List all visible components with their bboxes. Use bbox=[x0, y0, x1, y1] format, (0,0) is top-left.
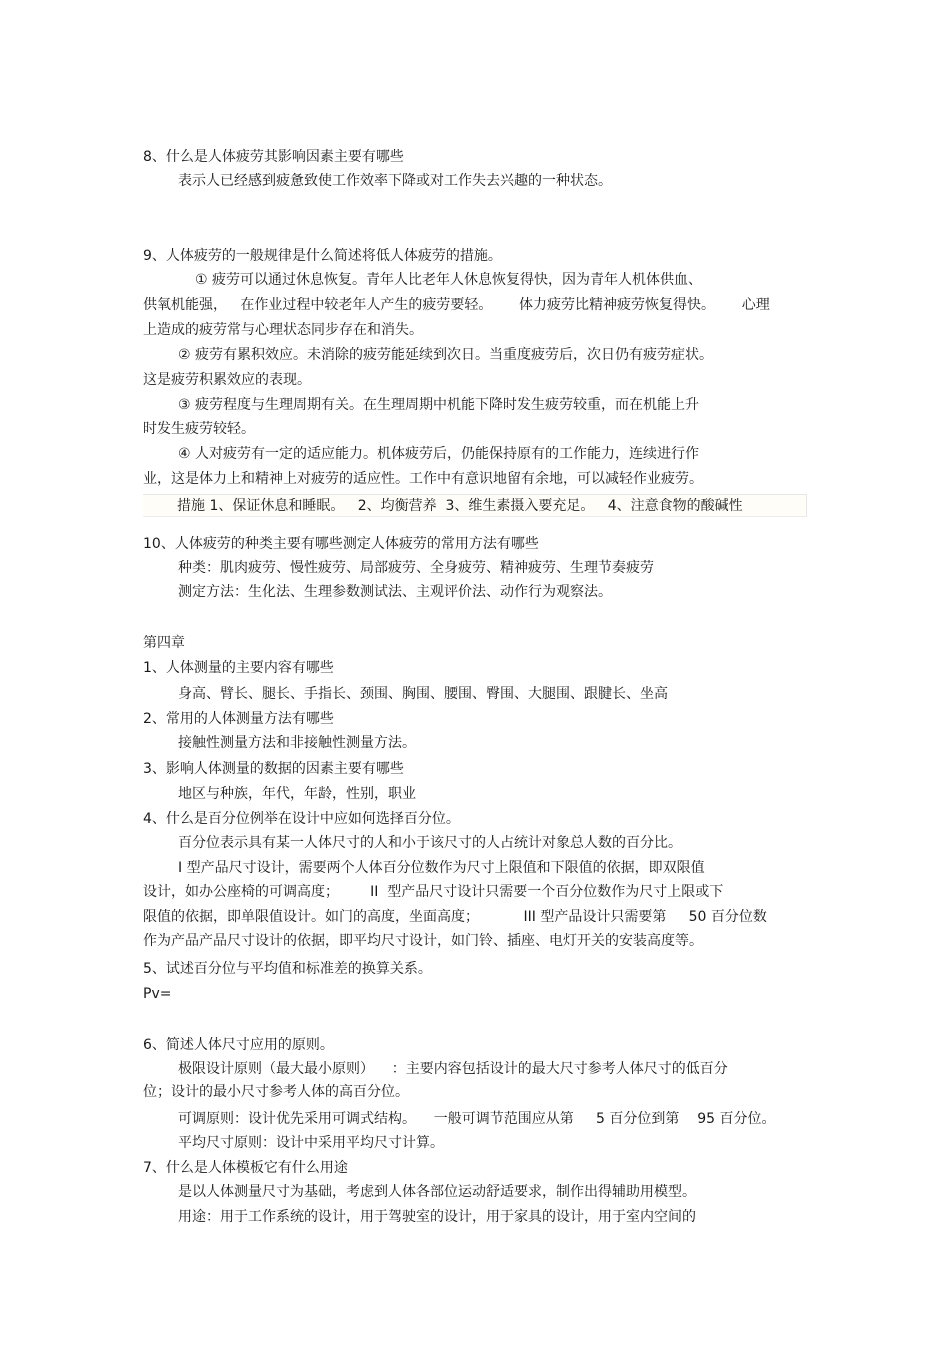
question-9-measures: 措施 1、保证休息和睡眠。 2、均衡营养 3、维生素摄入要充足。 4、注意食物的酸碱性 bbox=[177, 498, 743, 514]
ch4-question-3-title: 3、影响人体测量的数据的因素主要有哪些 bbox=[143, 761, 404, 777]
ch4-question-4-line3: 限值的依据，即单限值设计。如门的高度，坐面高度； III 型产品设计只需要第 50 百分位数 bbox=[143, 909, 767, 925]
ch4-question-2-answer: 接触性测量方法和非接触性测量方法。 bbox=[178, 735, 416, 751]
question-8-answer: 表示人已经感到疲惫致使工作效率下降或对工作失去兴趣的一种状态。 bbox=[178, 173, 612, 189]
question-9-title: 9、人体疲劳的一般规律是什么简述将低人体疲劳的措施。 bbox=[143, 248, 502, 264]
question-8-title: 8、什么是人体疲劳其影响因素主要有哪些 bbox=[143, 149, 404, 165]
ch4-question-4-line4: 作为产品产品尺寸设计的依据，即平均尺寸设计，如门铃、插座、电灯开关的安装高度等。 bbox=[143, 933, 703, 949]
ch4-question-6-line2: 位；设计的最小尺寸参考人体的高百分位。 bbox=[143, 1084, 409, 1100]
question-9-p4-line1: ④ 人对疲劳有一定的适应能力。机体疲劳后，仍能保持原有的工作能力，连续进行作 bbox=[178, 446, 699, 462]
ch4-question-4-line1: I 型产品尺寸设计，需要两个人体百分位数作为尺寸上限值和下限值的依据，即双限值 bbox=[178, 860, 705, 876]
ch4-question-6-title: 6、简述人体尺寸应用的原则。 bbox=[143, 1037, 334, 1053]
measures-box bbox=[143, 494, 807, 517]
question-10-types: 种类：肌肉疲劳、慢性疲劳、局部疲劳、全身疲劳、精神疲劳、生理节奏疲劳 bbox=[178, 560, 654, 576]
ch4-question-6-line1: 极限设计原则（最大最小原则） ：主要内容包括设计的最大尺寸参考人体尺寸的低百分 bbox=[178, 1061, 728, 1077]
ch4-question-1-title: 1、人体测量的主要内容有哪些 bbox=[143, 660, 334, 676]
ch4-question-1-answer: 身高、臂长、腿长、手指长、颈围、胸围、腰围、臀围、大腿围、跟腱长、坐高 bbox=[178, 686, 668, 702]
ch4-question-3-answer: 地区与种族，年代，年龄，性别，职业 bbox=[178, 786, 416, 802]
ch4-question-4-answer: 百分位表示具有某一人体尺寸的人和小于该尺寸的人占统计对象总人数的百分比。 bbox=[178, 835, 682, 851]
question-10-methods: 测定方法：生化法、生理参数测试法、主观评价法、动作行为观察法。 bbox=[178, 584, 612, 600]
chapter-heading: 第四章 bbox=[143, 635, 185, 651]
ch4-question-5-title: 5、试述百分位与平均值和标准差的换算关系。 bbox=[143, 961, 432, 977]
ch4-question-4-line2: 设计，如办公座椅的可调高度； II 型产品尺寸设计只需要一个百分位数作为尺寸上限或下 bbox=[143, 884, 724, 900]
question-9-p1-line1: ① 疲劳可以通过休息恢复。青年人比老年人休息恢复得快，因为青年人机体供血、 bbox=[195, 272, 702, 288]
question-9-p3-line2: 时发生疲劳较轻。 bbox=[143, 421, 255, 437]
ch4-question-5-formula: Pv= bbox=[143, 986, 172, 1002]
question-9-p2-line2: 这是疲劳积累效应的表现。 bbox=[143, 372, 311, 388]
ch4-question-7-usage: 用途：用于工作系统的设计，用于驾驶室的设计，用于家具的设计，用于室内空间的 bbox=[178, 1209, 696, 1225]
ch4-question-4-title: 4、什么是百分位例举在设计中应如何选择百分位。 bbox=[143, 811, 460, 827]
question-9-p1-line3: 上造成的疲劳常与心理状态同步存在和消失。 bbox=[143, 322, 423, 338]
ch4-question-7-title: 7、什么是人体模板它有什么用途 bbox=[143, 1160, 348, 1176]
question-9-p1-line2: 供氧机能强， 在作业过程中较老年人产生的疲劳要轻。 体力疲劳比精神疲劳恢复得快。 心理 bbox=[143, 297, 770, 313]
question-10-title: 10、人体疲劳的种类主要有哪些测定人体疲劳的常用方法有哪些 bbox=[143, 536, 539, 552]
question-9-p2-line1: ② 疲劳有累积效应。未消除的疲劳能延续到次日。当重度疲劳后，次日仍有疲劳症状。 bbox=[178, 347, 713, 363]
question-9-p4-line2: 业，这是体力上和精神上对疲劳的适应性。工作中有意识地留有余地，可以减轻作业疲劳。 bbox=[143, 471, 703, 487]
question-9-p3-line1: ③ 疲劳程度与生理周期有关。在生理周期中机能下降时发生疲劳较重，而在机能上升 bbox=[178, 397, 699, 413]
ch4-question-6-average: 平均尺寸原则：设计中采用平均尺寸计算。 bbox=[178, 1135, 444, 1151]
ch4-question-7-answer: 是以人体测量尺寸为基础，考虑到人体各部位运动舒适要求，制作出得辅助用模型。 bbox=[178, 1184, 696, 1200]
ch4-question-2-title: 2、常用的人体测量方法有哪些 bbox=[143, 711, 334, 727]
ch4-question-6-adjust: 可调原则：设计优先采用可调式结构。 一般可调节范围应从第 5 百分位到第 95 百分位。 bbox=[178, 1111, 776, 1127]
